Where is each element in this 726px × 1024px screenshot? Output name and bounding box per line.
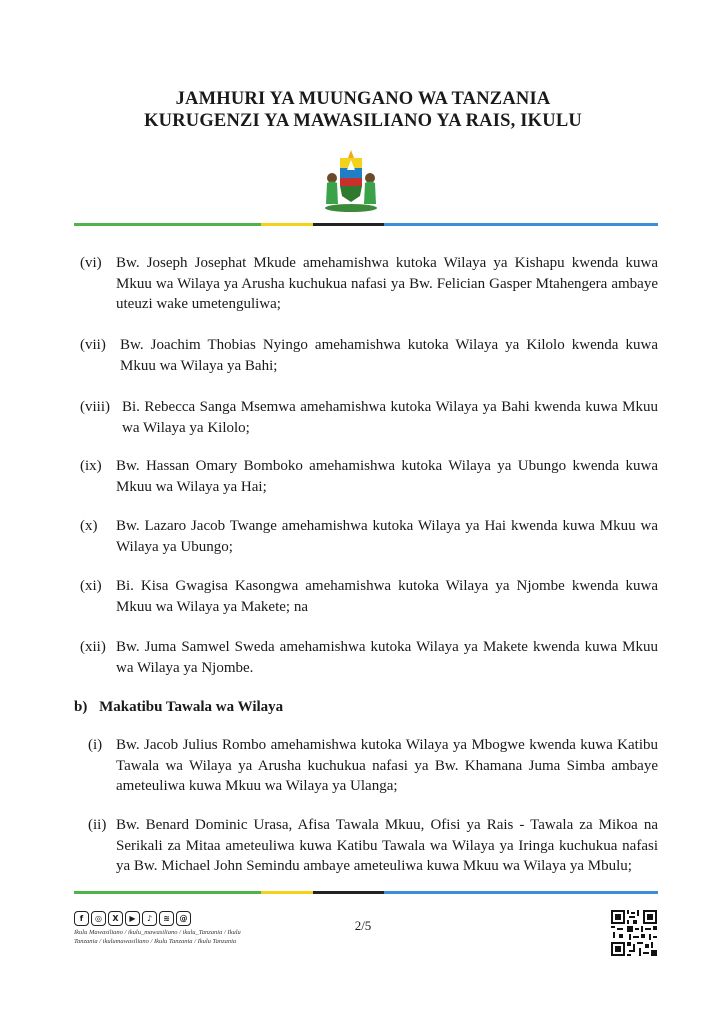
flag-color-divider-bottom [74,891,658,894]
header-title-line2: KURUGENZI YA MAWASILIANO YA RAIS, IKULU [144,111,582,131]
spotify-icon[interactable]: ≋ [159,911,174,926]
item-number: (ii) [88,817,107,833]
flag-color-divider-top [74,223,658,226]
item-text: Bw. Joachim Thobias Nyingo amehamishwa kutoka Wilaya ya Kilolo kwenda kuwa Mkuu wa Wilaya ya Bahi; [120,337,658,374]
item-text: Bw. Hassan Omary Bomboko amehamishwa kutoka Wilaya ya Ubungo kwenda kuwa Mkuu wa Wilaya ya Hai; [116,458,658,495]
item-number: (vi) [80,255,102,271]
item-number: (x) [80,518,98,534]
threads-icon[interactable]: @ [176,911,191,926]
item-number: (viii) [80,399,110,415]
instagram-icon[interactable]: ◎ [91,911,106,926]
facebook-icon[interactable]: f [74,911,89,926]
tiktok-icon[interactable]: ♪ [142,911,157,926]
section-title: Makatibu Tawala wa Wilaya [99,699,284,715]
item-text: Bw. Joseph Josephat Mkude amehamishwa kutoka Wilaya ya Kishapu kwenda kuwa Mkuu wa Wilaya ya Arusha kuchukua nafasi ya Bw. Felician Gasper Mtahengera ambaye uteuzi wake umetenguliwa; [116,255,658,312]
x-icon[interactable]: X [108,911,123,926]
item-number: (xii) [80,639,106,655]
social-handles: Ikulu Mawasiliano / ikulu_mawasiliano / ikulu_Tanzania / Ikulu Tanzania / ikulumawasiliano / Ikulu Tanzania / Ikulu Tanzania [74,929,241,945]
qr-code-icon[interactable] [611,910,657,956]
page-number: 2/5 [354,918,372,933]
item-text: Bi. Kisa Gwagisa Kasongwa amehamishwa kutoka Wilaya ya Njombe kwenda kuwa Mkuu wa Wilaya ya Makete; na [116,578,658,615]
item-text: Bw. Benard Dominic Urasa, Afisa Tawala Mkuu, Ofisi ya Rais - Tawala za Mikoa na Serikali za Mitaa ameteuliwa kuwa Katibu Tawala wa Wilaya ya Iringa kuchukua nafasi ya Bw. Michael John Semindu ambaye ameteuliwa kuwa Mkuu wa Wilaya ya Mbulu; [116,817,658,874]
item-number: (xi) [80,578,102,594]
item-number: (i) [88,737,103,753]
item-text: Bw. Jacob Julius Rombo amehamishwa kutoka Wilaya ya Mbogwe kwenda kuwa Katibu Tawala wa Wilaya ya Arusha kuchukua nafasi ya Bw. Khamana Juma Simba ambaye ameteuliwa kuwa Mkuu wa Wilaya ya Ulanga; [116,737,658,794]
item-text: Bw. Lazaro Jacob Twange amehamishwa kutoka Wilaya ya Hai kwenda kuwa Mkuu wa Wilaya ya Ubungo; [116,518,658,555]
header-title-line1: JAMHURI YA MUUNGANO WA TANZANIA [175,89,551,109]
document-header [0,88,726,132]
youtube-icon[interactable]: ▶ [125,911,140,926]
item-text: Bi. Rebecca Sanga Msemwa amehamishwa kutoka Wilaya ya Bahi kwenda kuwa Mkuu wa Wilaya ya Kilolo; [122,399,658,436]
item-text: Bw. Juma Samwel Sweda amehamishwa kutoka Wilaya ya Makete kwenda kuwa Mkuu wa Wilaya ya Njombe. [116,639,658,676]
section-heading [74,699,283,716]
section-label: b) [74,699,88,715]
item-number: (ix) [80,458,102,474]
coat-of-arms-icon [318,148,384,214]
item-number: (vii) [80,337,106,353]
